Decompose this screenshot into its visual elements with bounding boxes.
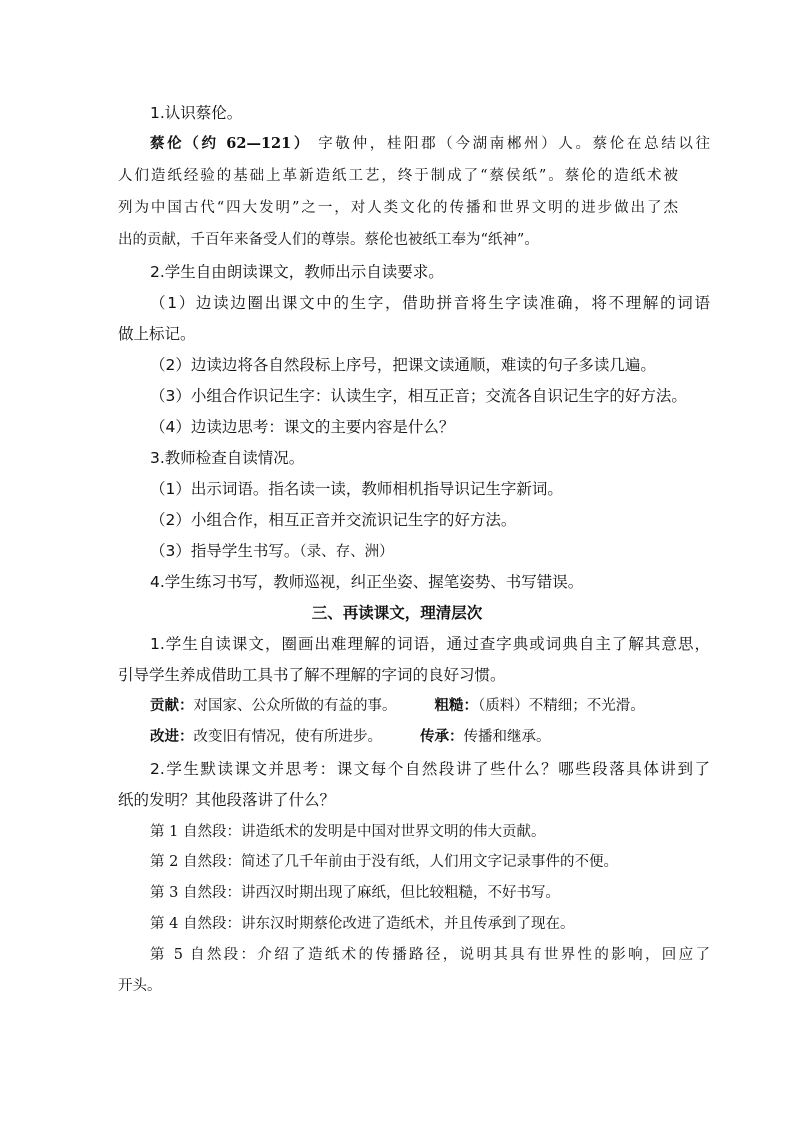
section-title: 三、再读课文，理清层次 bbox=[311, 604, 483, 622]
read-req-1-line-1: （1）边读边圈出课文中的生字，借助拼音将生字读准确，将不理解的词语 bbox=[150, 294, 710, 312]
item-1-heading: 1.认识蔡伦。 bbox=[150, 104, 243, 122]
vocab-term: 粗糙： bbox=[434, 697, 478, 714]
cailun-intro-line-2: 人们造纸经验的基础上革新造纸工艺，终于制成了“蔡侯纸”。蔡伦的造纸术被 bbox=[118, 168, 678, 184]
item-4-heading: 4.学生练习书写，教师巡视，纠正坐姿、握笔姿势、书写错误。 bbox=[150, 573, 584, 591]
vocab-def: 改变旧有情况，使有所进步。 bbox=[193, 729, 382, 745]
vocab-term: 传承： bbox=[420, 728, 464, 745]
item-3-heading: 3.教师检查自读情况。 bbox=[150, 449, 305, 467]
item-2-heading: 2.学生自由朗读课文，教师出示自读要求。 bbox=[150, 263, 444, 281]
s3-item-1-line-1: 1.学生自读课文，圈画出难理解的词语，通过查字典或词典自主了解其意思， bbox=[150, 635, 710, 653]
read-req-1-line-2: 做上标记。 bbox=[118, 325, 196, 343]
read-req-2: （2）边读边将各自然段标上序号，把课文读通顺，难读的句子多读几遍。 bbox=[150, 356, 656, 374]
s3-item-2-line-1: 2.学生默读课文并思考：课文每个自然段讲了些什么？哪些段落具体讲到了 bbox=[150, 760, 710, 778]
cailun-intro-line-1 bbox=[150, 134, 710, 154]
vocab-row-2 bbox=[150, 727, 710, 747]
check-3 bbox=[150, 541, 710, 562]
paragraph-summary-2: 第 2 自然段：简述了几千年前由于没有纸，人们用文字记录事件的不便。 bbox=[150, 854, 618, 870]
read-req-3: （3）小组合作识记生字：认读生字，相互正音；交流各自识记生字的好方法。 bbox=[150, 387, 687, 405]
paragraph-summary-5-line-2: 开头。 bbox=[118, 978, 162, 994]
paragraph-summary-3: 第 3 自然段：讲西汉时期出现了麻纸，但比较粗糙，不好书写。 bbox=[150, 885, 560, 901]
read-req-4: （4）边读边思考：课文的主要内容是什么？ bbox=[150, 418, 455, 436]
vocab-row-1 bbox=[150, 696, 710, 716]
vocab-def: （质料）不精细；不光滑。 bbox=[478, 698, 645, 714]
check-3-text: （3）指导学生书写。 bbox=[150, 542, 300, 560]
paragraph-summary-4: 第 4 自然段：讲东汉时期蔡伦改进了造纸术，并且传承到了现在。 bbox=[150, 916, 575, 932]
s3-item-1-line-2: 引导学生养成借助工具书了解不理解的字词的良好习惯。 bbox=[118, 666, 506, 684]
vocab-def: 对国家、公众所做的有益的事。 bbox=[193, 698, 397, 714]
cailun-intro-line-4: 出的贡献，千百年来备受人们的尊崇。蔡伦也被纸工奉为“纸神”。 bbox=[118, 232, 539, 248]
cailun-intro-line-3: 列为中国古代“四大发明”之一，对人类文化的传播和世界文明的进步做出了杰 bbox=[118, 200, 678, 216]
check-1: （1）出示词语。指名读一读，教师相机指导识记生字新词。 bbox=[150, 480, 563, 498]
cailun-intro-text: 字敬仲，桂阳郡（今湖南郴州）人。蔡伦在总结以往 bbox=[311, 136, 711, 152]
check-2: （2）小组合作，相互正音并交流识记生字的好方法。 bbox=[150, 511, 517, 529]
paragraph-summary-5-line-1: 第 5 自然段：介绍了造纸术的传播路径，说明其具有世界性的影响，回应了 bbox=[150, 947, 710, 963]
paragraph-summary-1: 第 1 自然段：讲造纸术的发明是中国对世界文明的伟大贡献。 bbox=[150, 824, 546, 840]
vocab-term: 改进： bbox=[150, 728, 194, 745]
cailun-name: 蔡伦（约 62—121） bbox=[150, 135, 312, 152]
vocab-def: 传播和继承。 bbox=[463, 729, 551, 745]
check-3-chars: （录、存、洲） bbox=[299, 544, 394, 560]
s3-item-2-line-2: 纸的发明？其他段落讲了什么？ bbox=[118, 791, 336, 809]
vocab-term: 贡献： bbox=[150, 697, 194, 714]
